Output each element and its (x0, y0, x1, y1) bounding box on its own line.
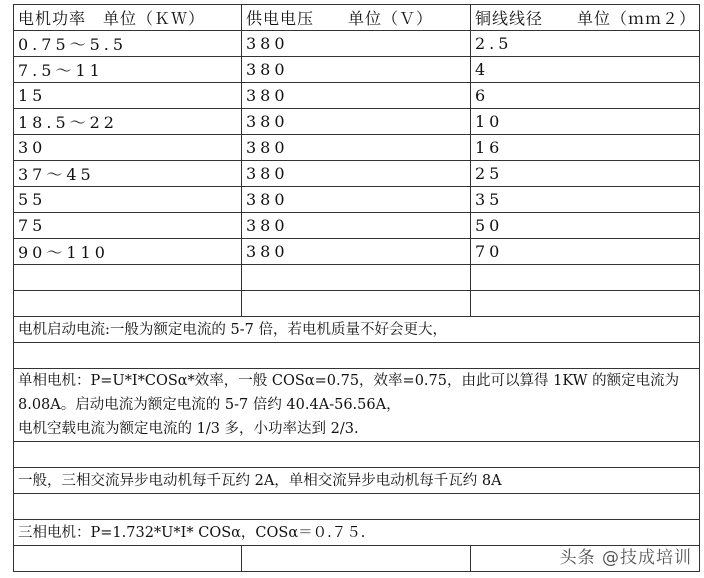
empty-row (14, 265, 700, 291)
note-row (14, 369, 700, 442)
table-row (14, 31, 700, 57)
power-cell: 15 (14, 83, 242, 109)
empty-row (14, 291, 700, 317)
header-motor-power: 电机功率 单位（ＫＷ） (14, 5, 242, 31)
power-cell: 55 (14, 187, 242, 213)
power-cell: 0.75～5.5 (14, 31, 242, 57)
diameter-cell: 2.5 (471, 31, 700, 57)
power-cell: 18.5～22 (14, 109, 242, 135)
voltage-cell: 380 (242, 57, 471, 83)
voltage-cell: 380 (242, 161, 471, 187)
note-row (14, 317, 700, 343)
voltage-cell: 380 (242, 31, 471, 57)
note-row (14, 520, 700, 546)
diameter-cell: 70 (471, 239, 700, 265)
power-cell: 30 (14, 135, 242, 161)
power-cell: 90～110 (14, 239, 242, 265)
motor-cable-table (13, 4, 700, 572)
single-phase-note (14, 369, 700, 442)
table-row (14, 135, 700, 161)
diameter-cell: 16 (471, 135, 700, 161)
table-row (14, 161, 700, 187)
table-row (14, 109, 700, 135)
note-row (14, 468, 700, 494)
header-row (14, 5, 700, 31)
watermark: 头条 @技成培训 (559, 548, 692, 568)
power-cell: 75 (14, 213, 242, 239)
three-phase-note: 三相电机：P=1.732*U*I* COSα，COSα＝０.７５. (14, 520, 700, 546)
rule-of-thumb-note: 一般，三相交流异步电动机每千瓦约 2A，单相交流异步电动机每千瓦约 8A (14, 468, 700, 494)
voltage-cell: 380 (242, 109, 471, 135)
diameter-cell: 6 (471, 83, 700, 109)
table-row (14, 57, 700, 83)
voltage-cell: 380 (242, 135, 471, 161)
diameter-cell: 4 (471, 57, 700, 83)
empty-row (14, 442, 700, 468)
table-row (14, 239, 700, 265)
empty-row (14, 343, 700, 369)
diameter-cell: 25 (471, 161, 700, 187)
diameter-cell: 10 (471, 109, 700, 135)
voltage-cell: 380 (242, 187, 471, 213)
table-row (14, 187, 700, 213)
voltage-cell: 380 (242, 213, 471, 239)
power-cell: 7.5～11 (14, 57, 242, 83)
single-phase-line: 单相电机：P=U*I*COSα*效率，一般 COSα=0.75，效率=0.75，由此可以算得 1KW 的额定电流为 8.08A。启动电流为额定电流的 5-7 倍约 40.4A-56.56A， (18, 373, 680, 413)
header-wire-diameter: 铜线线径 单位（ｍｍ２） (471, 5, 700, 31)
voltage-cell: 380 (242, 83, 471, 109)
empty-row (14, 494, 700, 520)
diameter-cell: 35 (471, 187, 700, 213)
header-supply-voltage: 供电电压 单位（Ｖ） (242, 5, 471, 31)
diameter-cell: 50 (471, 213, 700, 239)
no-load-current-line: 电机空载电流为额定电流的 1/3 多，小功率达到 2/3. (18, 421, 359, 437)
table-row (14, 83, 700, 109)
table-row (14, 213, 700, 239)
voltage-cell: 380 (242, 239, 471, 265)
start-current-note: 电机启动电流:一般为额定电流的 5-7 倍，若电机质量不好会更大， (14, 317, 700, 343)
power-cell: 37～45 (14, 161, 242, 187)
